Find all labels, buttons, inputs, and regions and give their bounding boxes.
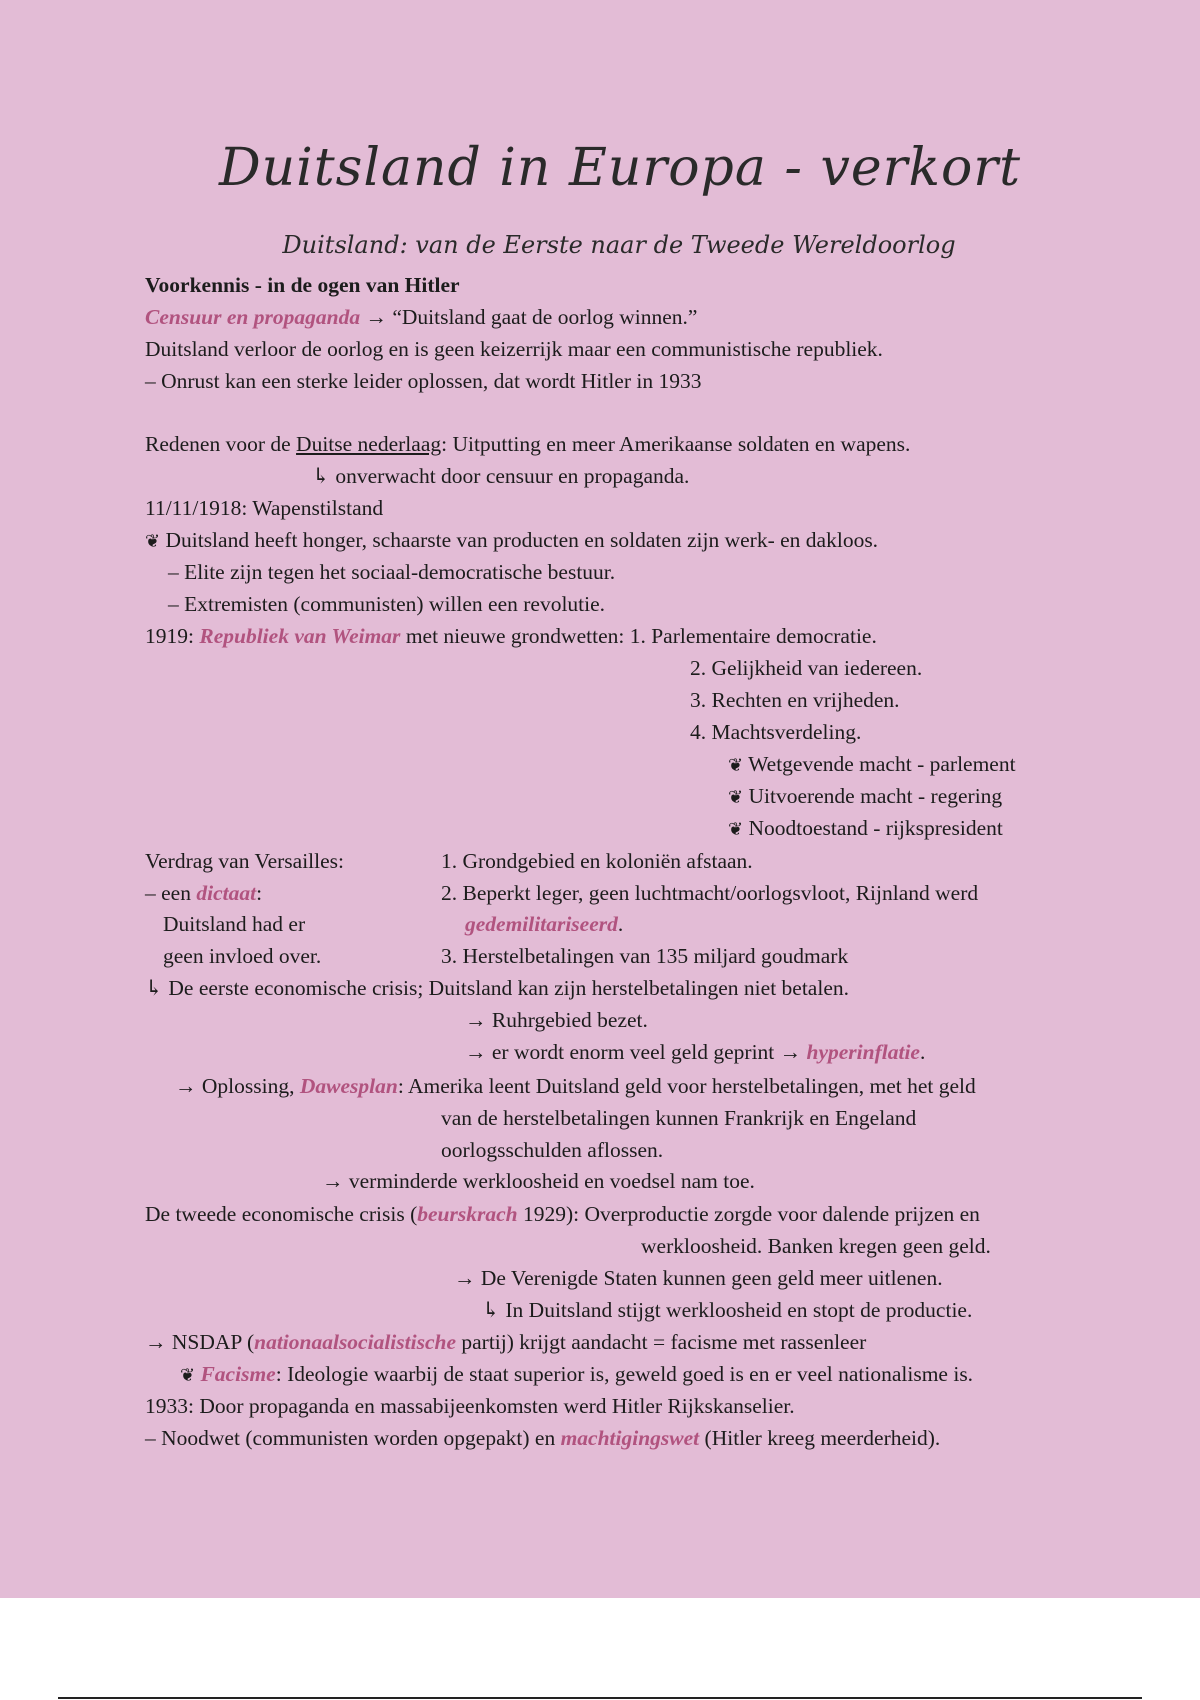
- text-line: → De Verenigde Staten kunnen geen geld meer uitlenen.: [454, 1266, 943, 1290]
- list-item: 2. Gelijkheid van iedereen.: [690, 656, 923, 680]
- keyword: nationaalsocialistische: [254, 1330, 456, 1354]
- text-fragment: .: [919, 1040, 926, 1064]
- keyword: hyperinflatie: [806, 1040, 920, 1064]
- keyword: beurskrach: [417, 1202, 518, 1226]
- text-fragment: Wetgevende macht - parlement: [743, 752, 1016, 776]
- text-line: → Ruhrgebied bezet.: [465, 1008, 648, 1032]
- text-fragment: Uitvoerende macht - regering: [743, 784, 1003, 808]
- text-line: ↳ De eerste economische crisis; Duitsland kan zijn herstelbetalingen niet betalen.: [145, 976, 849, 1000]
- underlined-term: Duitse nederlaag: [296, 432, 442, 456]
- text-fragment: :: [256, 881, 263, 905]
- text-fragment: Noodtoestand - rijkspresident: [743, 816, 1003, 840]
- text-line: – Elite zijn tegen het sociaal-democratische bestuur.: [168, 560, 616, 584]
- text-fragment: 1929): Overproductie zorgde voor dalende prijzen en: [517, 1202, 980, 1226]
- text-fragment: → Oplossing,: [175, 1074, 300, 1098]
- text-line: [180, 1360, 973, 1389]
- text-fragment: .: [617, 912, 624, 936]
- text-line: 11/11/1918: Wapenstilstand: [145, 496, 384, 520]
- list-item: 4. Machtsverdeling.: [690, 720, 862, 744]
- text-fragment: Duitsland heeft honger, schaarste van producten en soldaten zijn werk- en dakloos.: [160, 528, 879, 552]
- text-line: Duitsland verloor de oorlog en is geen keizerrijk maar een communistische republiek.: [145, 337, 883, 361]
- list-item: 2. Beperkt leger, geen luchtmacht/oorlogsvloot, Rijnland werd: [441, 881, 979, 905]
- text-line: [145, 303, 697, 331]
- text-line: van de herstelbetalingen kunnen Frankrijk en Engeland: [441, 1106, 917, 1130]
- text-line: Verdrag van Versailles:: [145, 849, 345, 873]
- heart-bullet-icon: ❦: [145, 531, 161, 551]
- page-title: Duitsland in Europa - verkort: [218, 138, 1022, 198]
- keyword: gedemilitariseerd: [465, 912, 618, 936]
- keyword: Republiek van Weimar: [199, 624, 401, 648]
- text-fragment: Redenen voor de: [145, 432, 297, 456]
- text-line: [145, 1424, 940, 1452]
- keyword: machtigingswet: [560, 1426, 700, 1450]
- text-line: – Extremisten (communisten) willen een revolutie.: [168, 592, 606, 616]
- text-line: 1933: Door propaganda en massabijeenkomsten werd Hitler Rijkskanselier.: [145, 1394, 795, 1418]
- text-fragment: : Uitputting en meer Amerikaanse soldaten en wapens.: [441, 432, 911, 456]
- text-line: Duitsland had er: [163, 912, 306, 936]
- heart-bullet-icon: ❦: [180, 1365, 196, 1385]
- text-fragment: met nieuwe grondwetten: 1. Parlementaire democratie.: [400, 624, 877, 648]
- keyword: dictaat: [196, 881, 257, 905]
- page-subtitle: Duitsland: van de Eerste naar de Tweede Wereldoorlog: [282, 231, 956, 259]
- list-item: [728, 814, 1003, 843]
- list-item: 3. Herstelbetalingen van 135 miljard goudmark: [441, 944, 849, 968]
- text-fragment: – een: [145, 881, 197, 905]
- text-line: oorlogsschulden aflossen.: [441, 1138, 664, 1162]
- keyword: Censuur en propaganda: [145, 305, 361, 329]
- text-fragment: → “Duitsland gaat de oorlog winnen.”: [360, 305, 698, 329]
- section-heading: Voorkennis - in de ogen van Hitler: [145, 273, 460, 297]
- keyword: Dawesplan: [299, 1074, 398, 1098]
- list-item: [728, 750, 1016, 779]
- text-fragment: De tweede economische crisis (: [145, 1202, 418, 1226]
- text-line: [145, 1328, 866, 1356]
- page-divider: [58, 1697, 1142, 1699]
- text-line: werkloosheid. Banken kregen geen geld.: [641, 1234, 991, 1258]
- list-item: 1. Grondgebied en koloniën afstaan.: [441, 849, 753, 873]
- heart-bullet-icon: ❦: [728, 787, 744, 807]
- text-line: geen invloed over.: [163, 944, 322, 968]
- text-fragment: → NSDAP (: [145, 1330, 255, 1354]
- keyword: Facisme: [200, 1362, 276, 1386]
- text-fragment: (Hitler kreeg meerderheid).: [699, 1426, 941, 1450]
- text-line: [465, 1038, 925, 1066]
- heart-bullet-icon: ❦: [728, 819, 744, 839]
- text-fragment: 1919:: [145, 624, 200, 648]
- heart-bullet-icon: ❦: [728, 755, 744, 775]
- text-line: – Onrust kan een sterke leider oplossen, dat wordt Hitler in 1933: [145, 369, 702, 393]
- text-line: [145, 622, 877, 650]
- text-line: [465, 910, 623, 938]
- text-fragment: → er wordt enorm veel geld geprint →: [465, 1040, 807, 1064]
- text-fragment: : Ideologie waarbij de staat superior is, geweld goed is en er veel nationalisme is.: [275, 1362, 974, 1386]
- list-item: [728, 782, 1002, 811]
- text-line: ↳ onverwacht door censuur en propaganda.: [312, 464, 690, 488]
- text-line: [145, 1200, 980, 1228]
- text-line: [145, 430, 910, 458]
- text-fragment: : Amerika leent Duitsland geld voor herstelbetalingen, met het geld: [397, 1074, 976, 1098]
- list-item: 3. Rechten en vrijheden.: [690, 688, 900, 712]
- text-line: [175, 1072, 976, 1100]
- text-line: → verminderde werkloosheid en voedsel nam toe.: [322, 1169, 755, 1193]
- text-fragment: – Noodwet (communisten worden opgepakt) en: [145, 1426, 561, 1450]
- text-line: [145, 526, 878, 555]
- text-fragment: partij) krijgt aandacht = facisme met rassenleer: [456, 1330, 867, 1354]
- text-line: ↳ In Duitsland stijgt werkloosheid en stopt de productie.: [482, 1298, 973, 1322]
- text-line: [145, 879, 262, 907]
